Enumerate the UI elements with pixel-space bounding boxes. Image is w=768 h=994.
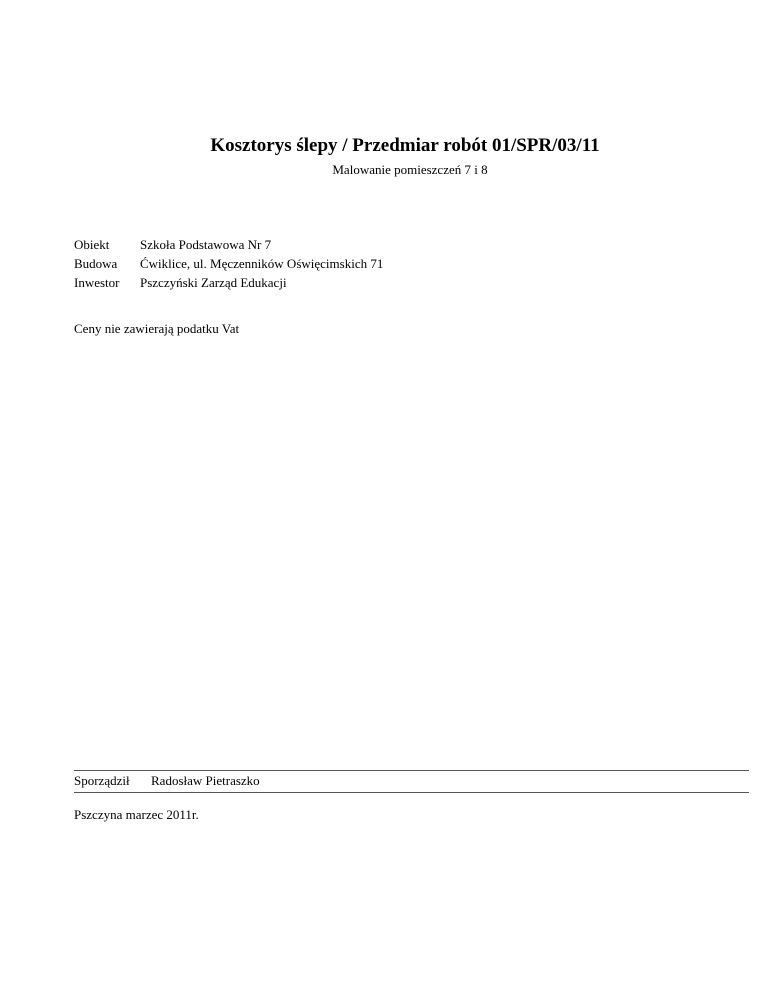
signature-bottom-divider xyxy=(74,792,749,793)
info-row-inwestor xyxy=(74,273,383,292)
signature-top-divider xyxy=(74,770,749,771)
project-info xyxy=(74,235,383,292)
info-row-obiekt xyxy=(74,235,383,254)
document-subtitle: Malowanie pomieszczeń 7 i 8 xyxy=(332,162,488,177)
info-value-inwestor: Pszczyński Zarząd Edukacji xyxy=(140,275,287,290)
vat-note: Ceny nie zawierają podatku Vat xyxy=(74,321,240,336)
info-label-inwestor: Inwestor xyxy=(74,275,120,290)
signature-name: Radosław Pietraszko xyxy=(151,773,260,788)
info-label-obiekt: Obiekt xyxy=(74,237,110,252)
info-label-budowa: Budowa xyxy=(74,256,118,271)
info-row-budowa xyxy=(74,254,383,273)
info-value-obiekt: Szkoła Podstawowa Nr 7 xyxy=(140,237,272,252)
signature-label: Sporządził xyxy=(74,773,130,788)
info-value-budowa: Ćwiklice, ul. Męczenników Oświęcimskich 71 xyxy=(140,256,384,271)
document-title: Kosztorys ślepy / Przedmiar robót 01/SPR/03/11 xyxy=(210,135,600,156)
place-and-date: Pszczyna marzec 2011r. xyxy=(74,807,199,822)
signature-line xyxy=(74,773,260,789)
